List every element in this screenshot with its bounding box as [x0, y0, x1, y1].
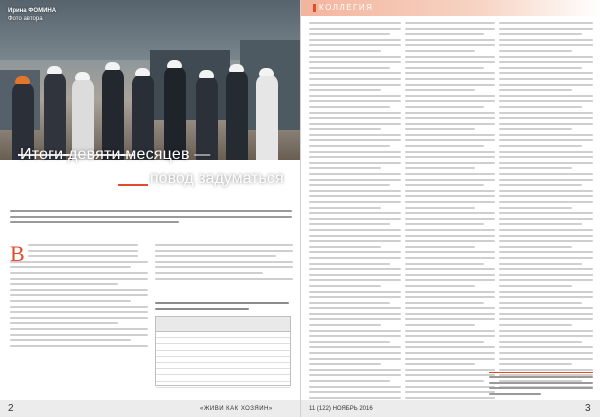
table-title [155, 302, 289, 314]
table-row [156, 382, 290, 388]
right-column-2 [405, 22, 495, 414]
headline-line-2: повод задуматься [150, 170, 284, 187]
article-lead [10, 210, 292, 227]
issue-info: 11 (122) НОЯБРЬ 2016 [309, 406, 373, 412]
data-table [155, 316, 291, 386]
photo-credit [8, 8, 56, 23]
photo-credit-label: Фото автора [8, 15, 43, 22]
editorial-note [489, 372, 593, 398]
article-photo [0, 0, 300, 160]
right-column-3 [499, 22, 593, 391]
right-column-1 [309, 22, 401, 414]
article-column-1 [10, 241, 148, 350]
left-page-number: 2 [8, 403, 14, 414]
article-column-2 [155, 244, 293, 283]
right-page-number: 3 [585, 403, 591, 414]
section-title: КОЛЛЕГИЯ [319, 3, 374, 12]
right-page [300, 0, 600, 417]
headline-line-1: Итоги девяти месяцев — [20, 146, 211, 163]
article-headline [0, 146, 300, 198]
author-name: Ирина ФОМИНА [8, 8, 57, 14]
table-header [156, 317, 290, 332]
magazine-name: «ЖИВИ КАК ХОЗЯИН» [200, 406, 273, 412]
drop-cap: В [10, 241, 25, 266]
section-header [301, 0, 600, 16]
